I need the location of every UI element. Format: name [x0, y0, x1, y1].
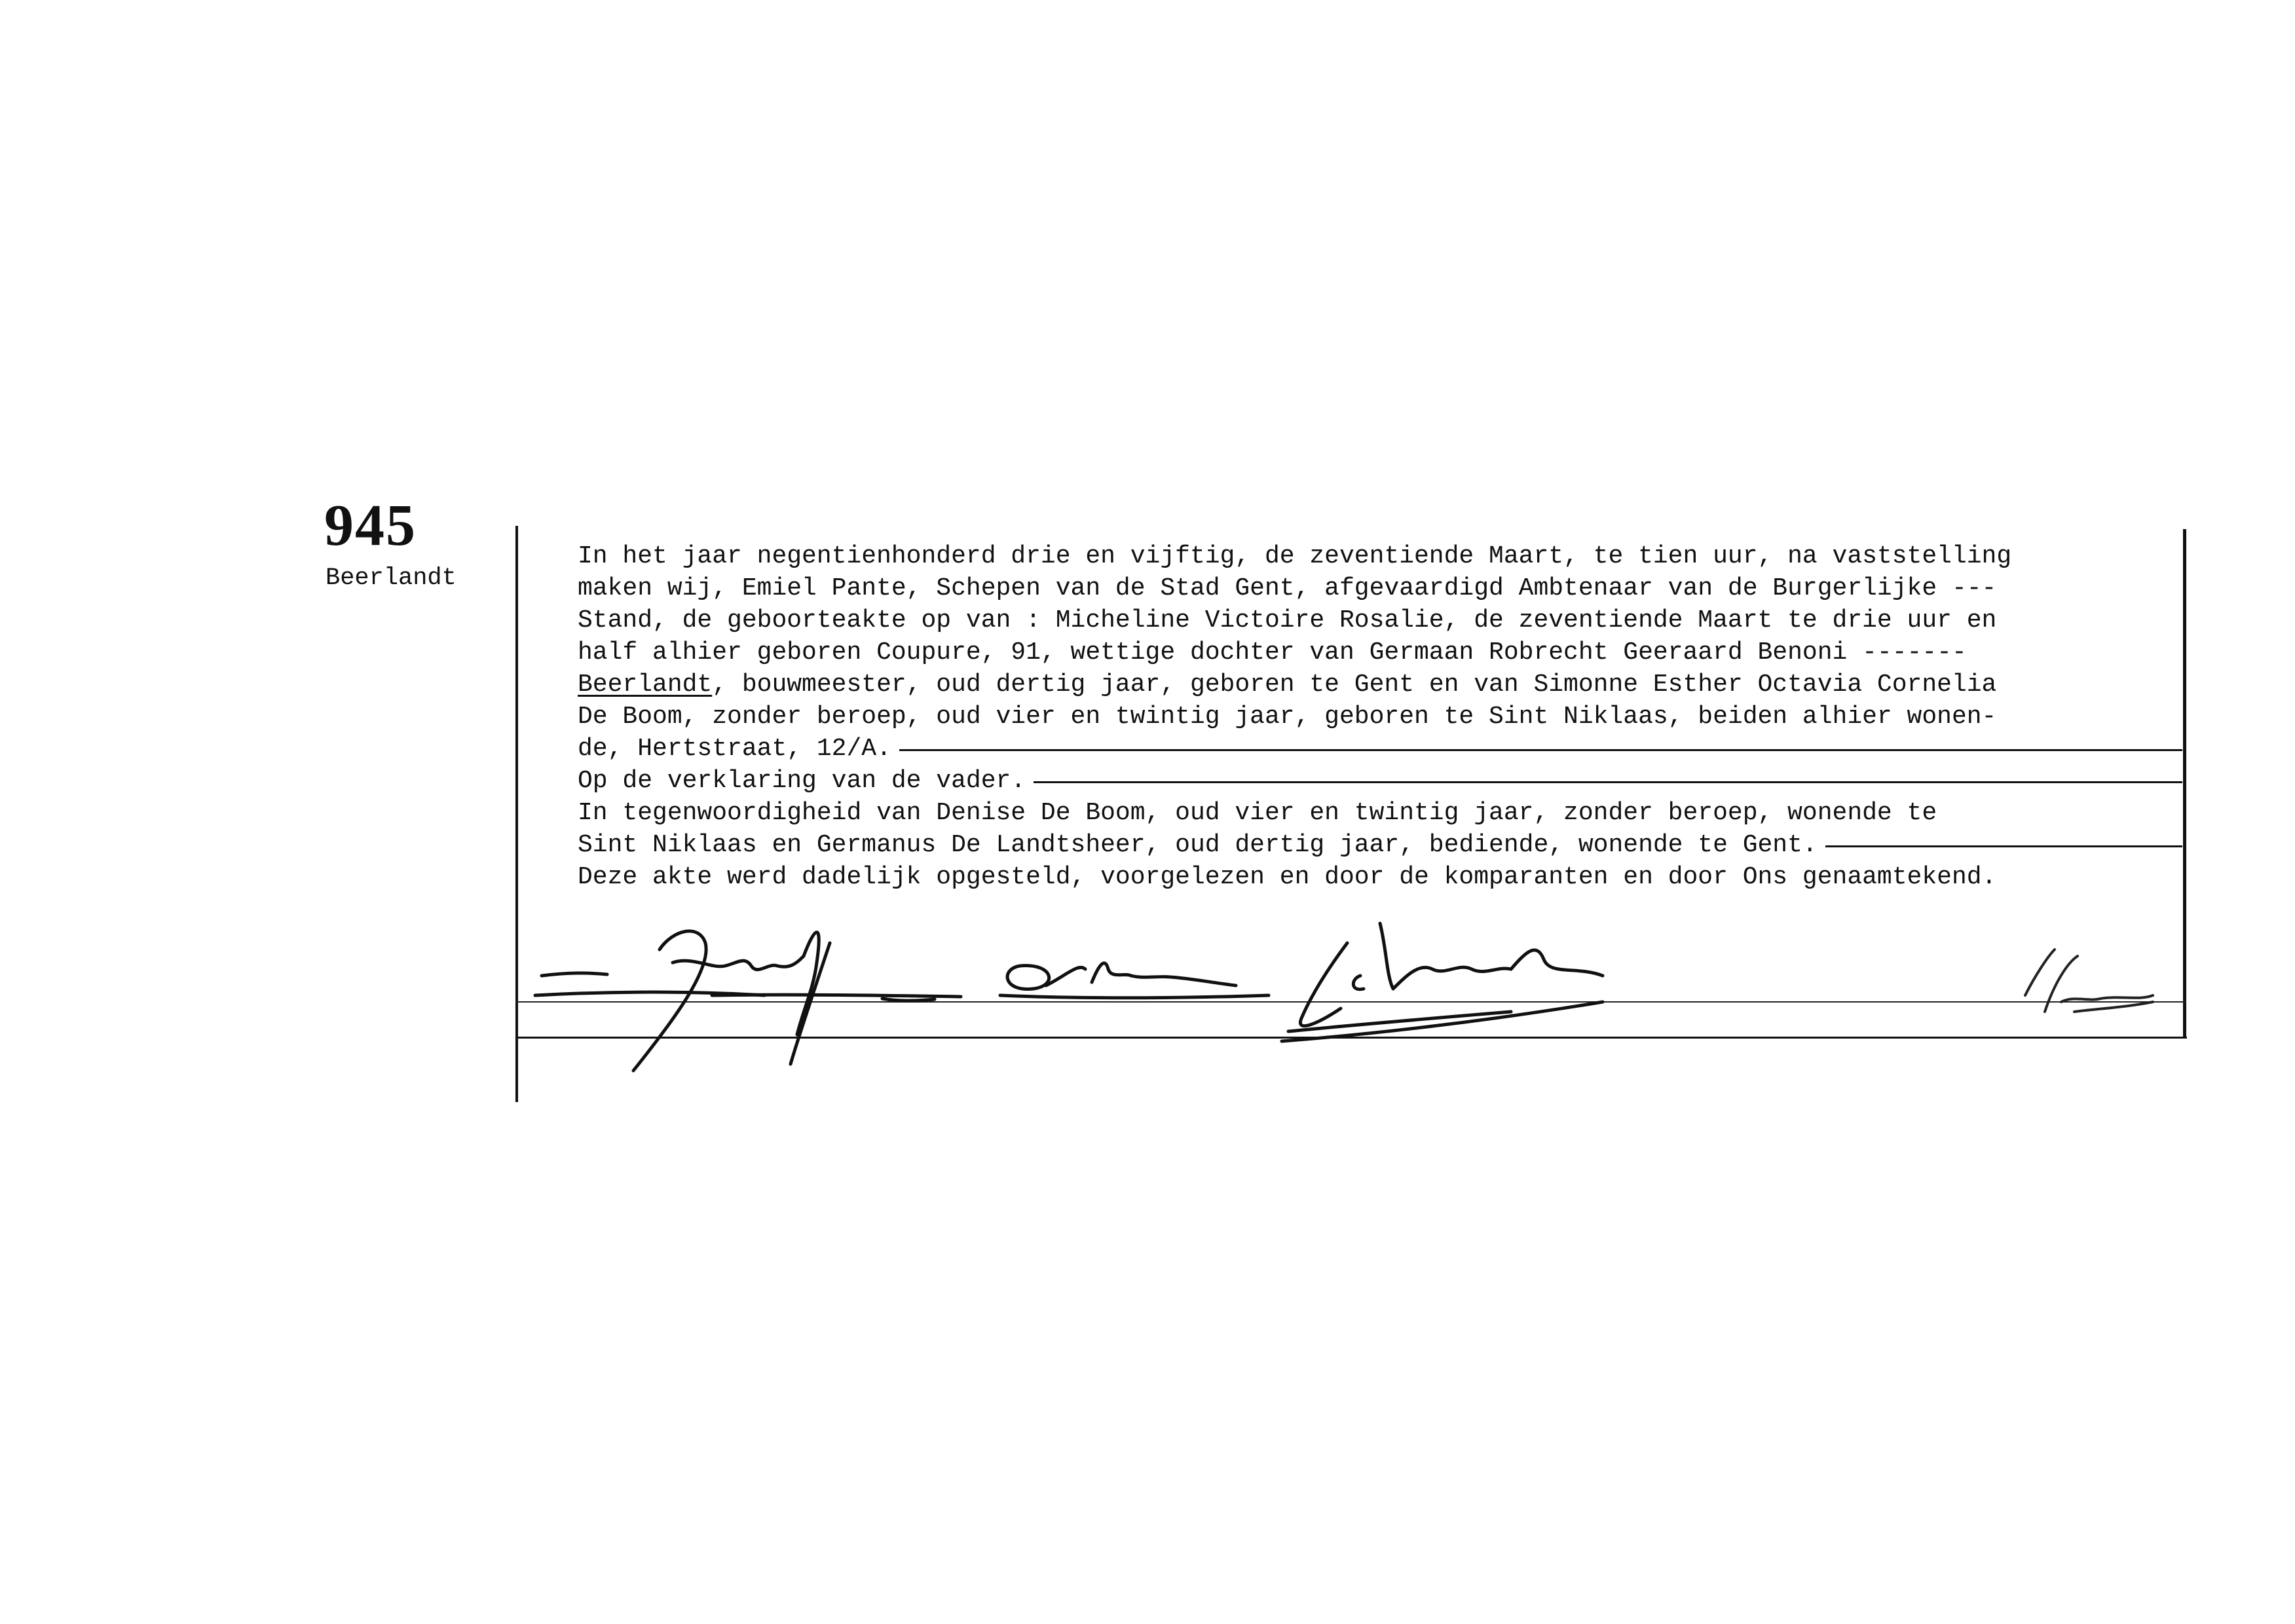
text-line: In tegenwoordigheid van Denise De Boom, oud vier en twintig jaar, zonder beroep, wonende te [578, 799, 1937, 827]
record-number: 945 [324, 493, 417, 558]
signature-father [535, 931, 961, 1071]
text-line: In het jaar negentienhonderd drie en vijftig, de zeventiende Maart, te tien uur, na vaststelling [578, 542, 2012, 570]
signatures-area [515, 904, 2192, 1074]
birth-certificate-text [578, 540, 2182, 893]
signature-witness-1 [1000, 963, 1269, 998]
text-line: De Boom, zonder beroep, oud vier en twintig jaar, geboren te Sint Niklaas, beiden alhier wonen- [578, 703, 1997, 731]
text-line: Sint Niklaas en Germanus De Landtsheer, oud dertig jaar, bediende, wonende te Gent. [578, 829, 2182, 861]
text-line: Deze akte werd dadelijk opgesteld, voorgelezen en door de komparanten en door Ons genaamtekend. [578, 863, 1997, 891]
fill-line [1825, 845, 2182, 847]
text-line: de, Hertstraat, 12/A. [578, 733, 2182, 765]
text-line: Beerlandt , bouwmeester, oud dertig jaar, geboren te Gent en van Simonne Esther Octavia Cornelia [578, 669, 2182, 701]
text-line: half alhier geboren Coupure, 91, wettige dochter van Germaan Robrecht Geeraard Benoni ------- [578, 638, 1967, 667]
fill-line [899, 749, 2182, 751]
text-line: Op de verklaring van de vader. [578, 765, 2182, 797]
signature-witness-2 [1282, 923, 1603, 1041]
signatures-svg [515, 904, 2192, 1074]
text-line: Stand, de geboorteakte op van : Micheline Victoire Rosalie, de zeventiende Maart te drie uur en [578, 606, 1997, 635]
father-surname: Beerlandt [578, 671, 713, 699]
text-line: maken wij, Emiel Pante, Schepen van de Stad Gent, afgevaardigd Ambtenaar van de Burgerlijke --- [578, 574, 1997, 602]
record-surname: Beerlandt [326, 564, 457, 592]
fill-line [1034, 781, 2182, 783]
